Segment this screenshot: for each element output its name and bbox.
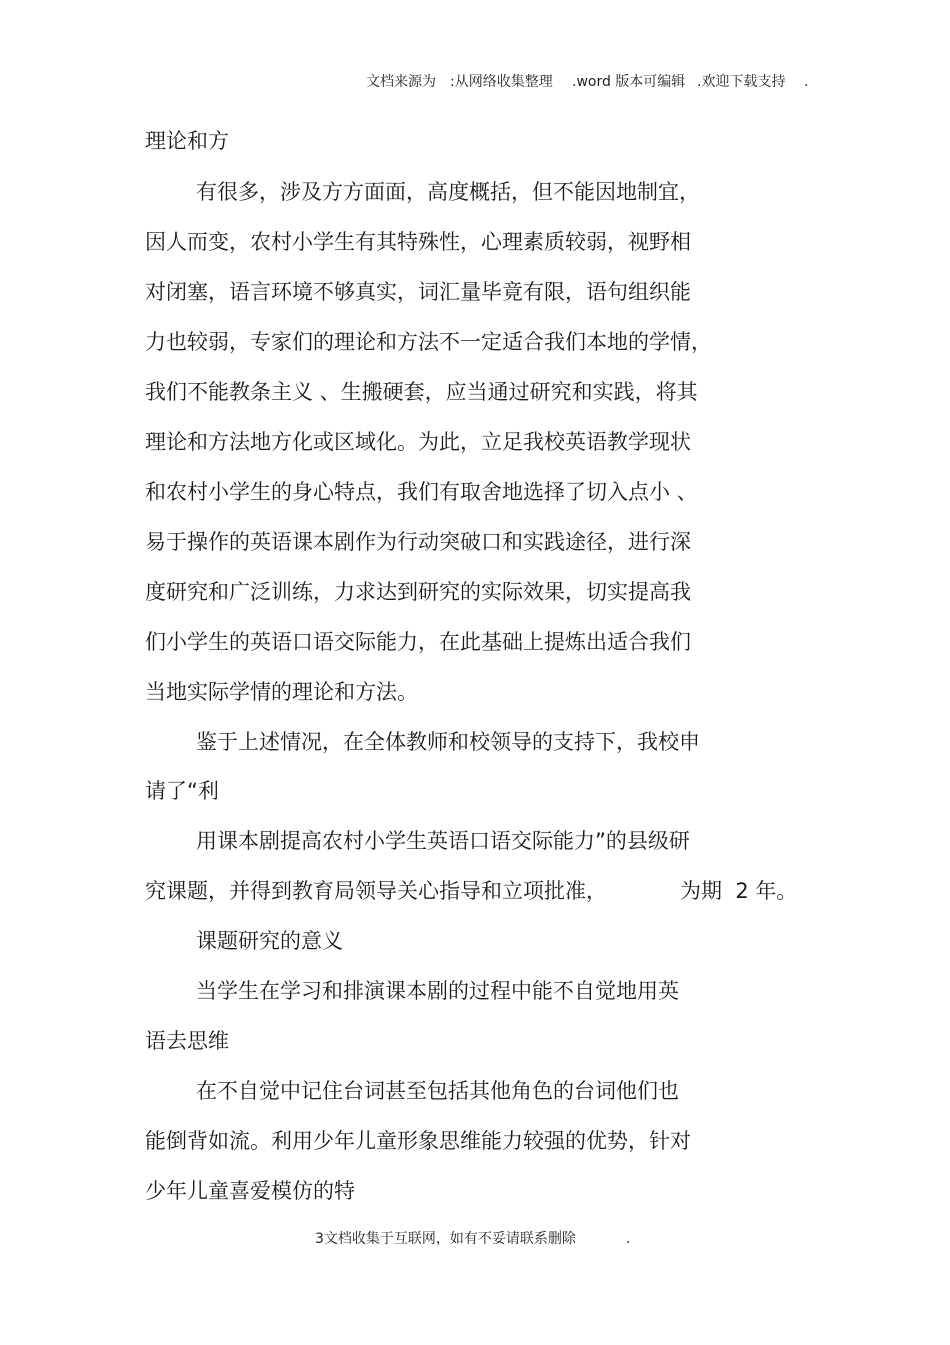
text-line: 语去思维 — [145, 1029, 229, 1053]
text-line: 当学生在学习和排演课本剧的过程中能不自觉地用英 — [196, 979, 679, 1003]
page-footer — [0, 1227, 950, 1251]
text-line: 力也较弱，专家们的理论和方法不一定适合我们本地的学情， — [145, 330, 712, 354]
text-line: 我们不能教条主义 、生搬硬套，应当通过研究和实践，将其 — [145, 380, 698, 404]
text-line: 少年儿童喜爱模仿的特 — [145, 1179, 355, 1203]
text-line: 请了“利 — [145, 779, 219, 803]
text-line: 理论和方 — [145, 129, 229, 153]
text-line: 在不自觉中记住台词甚至包括其他角色的台词他们也 — [196, 1079, 679, 1103]
header-source-label: 文档来源为 — [366, 74, 436, 90]
text-line: 用课本剧提高农村小学生英语口语交际能力”的县级研 — [196, 829, 690, 853]
text-line: 们小学生的英语口语交际能力，在此基础上提炼出适合我们 — [145, 630, 691, 654]
text-line: 当地实际学情的理论和方法。 — [145, 680, 418, 704]
header-format-note: .word 版本可编辑 — [572, 74, 686, 90]
text-line: 因人而变，农村小学生有其特殊性，心理素质较弱，视野相 — [145, 230, 691, 254]
text-line: 有很多，涉及方方面面，高度概括，但不能因地制宜， — [196, 180, 700, 204]
text-line: 度研究和广泛训练，力求达到研究的实际效果，切实提高我 — [145, 580, 691, 604]
text-line: 理论和方法地方化或区域化。为此，立足我校英语教学现状 — [145, 430, 691, 454]
header-end-dot: . — [804, 74, 809, 90]
text-line: 鉴于上述情况，在全体教师和校领导的支持下，我校申 — [196, 730, 700, 754]
text-line: 究课题，并得到教育局领导关心指导和立项批准， — [145, 879, 607, 903]
text-line: 对闭塞，语言环境不够真实，词汇量毕竟有限，语句组织能 — [145, 280, 691, 304]
text-line: 为期 2 年。 — [680, 879, 798, 903]
text-line: 能倒背如流。利用少年儿童形象思维能力较强的优势，针对 — [145, 1129, 691, 1153]
text-line: 易于操作的英语课本剧作为行动突破口和实践途径，进行深 — [145, 530, 691, 554]
section-heading: 课题研究的意义 — [196, 929, 343, 953]
footer-end-dot: . — [626, 1231, 631, 1247]
text-line: 和农村小学生的身心特点，我们有取舍地选择了切入点小 、 — [145, 480, 698, 504]
footer-text: 3文档收集于互联网，如有不妥请联系删除 — [315, 1231, 576, 1247]
header-welcome-note: .欢迎下载支持 — [697, 74, 786, 90]
header-source-value: :从网络收集整理 — [450, 74, 553, 90]
